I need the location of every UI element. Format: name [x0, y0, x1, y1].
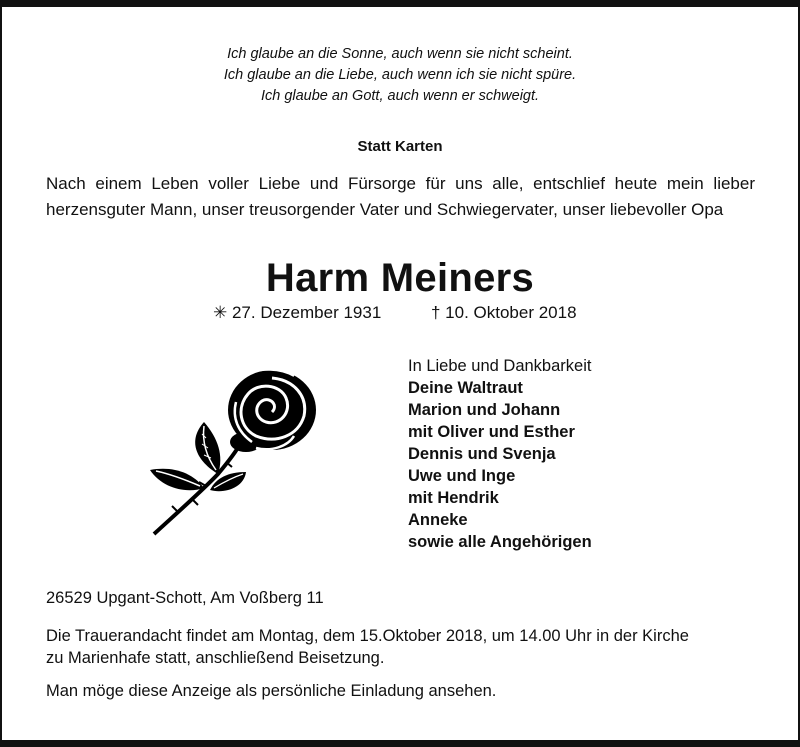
statt-karten-heading: Statt Karten [357, 138, 443, 155]
motto-line-3: Ich glaube an Gott, auch wenn er schweigt. [260, 88, 540, 104]
rose-icon [148, 362, 320, 545]
mourner-name: Deine Waltraut [408, 379, 523, 397]
deceased-name: Harm Meiners [265, 256, 535, 300]
birth-date: ✳ 27. Dezember 1931 [213, 303, 382, 322]
intro-text: Nach einem Leben voller Liebe und Fürsorge für uns alle, entschlief heute mein lieber herzensguter Mann, unser treusorgender Vater und Schwiegervater, unser liebevoller Opa [46, 174, 755, 219]
mourner-name: Marion und Johann [408, 401, 561, 419]
mourner-name: Anneke [408, 511, 468, 529]
death-date: † 10. Oktober 2018 [431, 303, 577, 322]
mourner-name: mit Hendrik [408, 489, 499, 507]
ceremony-line-2: zu Marienhafe statt, anschließend Beisetzung. [46, 649, 385, 667]
invitation-text: Man möge diese Anzeige als persönliche Einladung ansehen. [46, 682, 497, 700]
mourner-name: sowie alle Angehörigen [408, 533, 592, 551]
motto-line-2: Ich glaube an die Liebe, auch wenn ich sie nicht spüre. [223, 67, 577, 83]
address: 26529 Upgant-Schott, Am Voßberg 11 [46, 589, 324, 607]
mourner-name: Dennis und Svenja [408, 445, 556, 463]
motto [0, 44, 800, 107]
ceremony-line-1: Die Trauerandacht findet am Montag, dem 15.Oktober 2018, um 14.00 Uhr in der Kirche [46, 627, 689, 645]
mourner-name: mit Oliver und Esther [408, 423, 575, 441]
mourner-name: Uwe und Inge [408, 467, 516, 485]
ceremony-text [46, 625, 689, 669]
mourners-block [408, 355, 592, 553]
motto-line-1: Ich glaube an die Sonne, auch wenn sie nicht scheint. [227, 46, 573, 62]
mourners-intro: In Liebe und Dankbarkeit [408, 357, 592, 375]
